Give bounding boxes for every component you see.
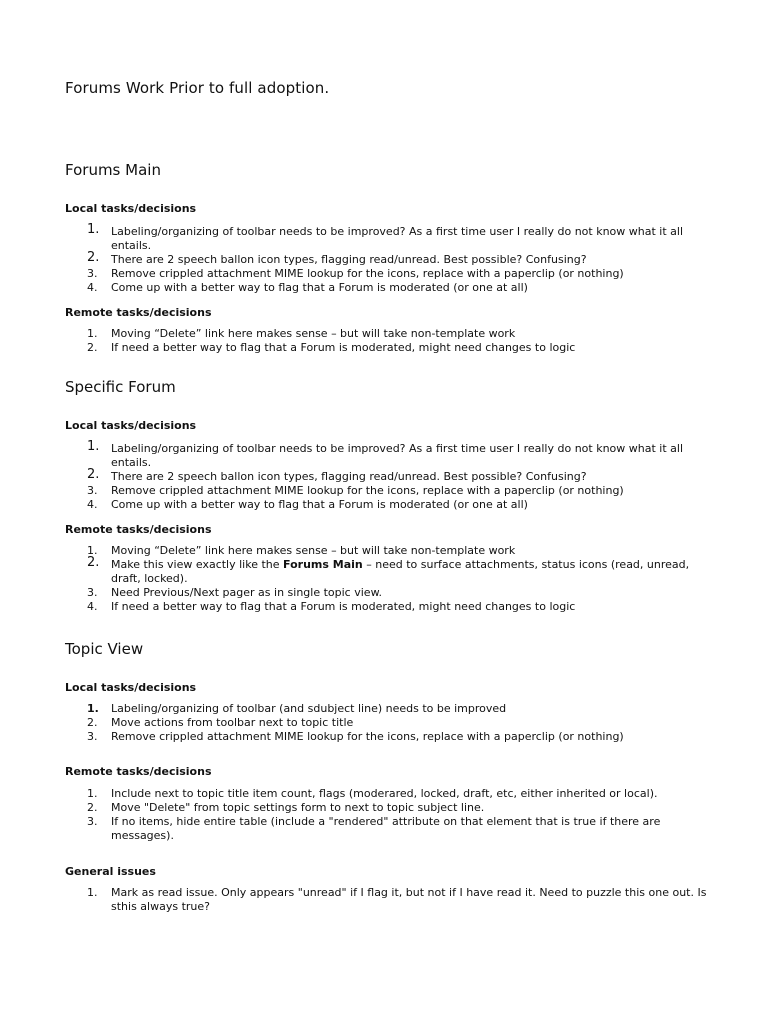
list-item: 2. Move actions from toolbar next to topic title (87, 716, 354, 729)
document-title: Forums Work Prior to full adoption. (65, 79, 330, 97)
list-item: 3. If no items, hide entire table (include a "rendered" attribute on that element that is true if there are messages). (87, 815, 661, 842)
list-item: 3. Remove crippled attachment MIME lookup for the icons, replace with a paperclip (or nothing) (87, 484, 624, 497)
list-item: 2. There are 2 speech ballon icon types, flagging read/unread. Best possible? Confusing? (87, 467, 587, 483)
remote-tasks-heading: Remote tasks/decisions (65, 306, 212, 319)
list-item: 2. Move "Delete" from topic settings form to next to topic subject line. (87, 801, 485, 814)
remote-task-list (0, 544, 768, 614)
list-item: 4. If need a better way to flag that a Forum is moderated, might need changes to logic (87, 600, 576, 613)
list-item: 1. Moving “Delete” link here makes sense – but will take non-template work (87, 327, 516, 340)
list-item: 1. Moving “Delete” link here makes sense – but will take non-template work (87, 544, 516, 557)
remote-tasks-heading: Remote tasks/decisions (65, 523, 212, 536)
local-tasks-heading: Local tasks/decisions (65, 202, 197, 215)
remote-tasks-heading: Remote tasks/decisions (65, 765, 212, 778)
section-heading: Topic View (65, 640, 144, 658)
local-tasks-heading: Local tasks/decisions (65, 681, 197, 694)
list-item: 2. There are 2 speech ballon icon types, flagging read/unread. Best possible? Confusing? (87, 250, 587, 266)
remote-task-list (0, 327, 768, 355)
local-task-list (0, 439, 768, 512)
list-item: 1. Labeling/organizing of toolbar (and sdubject line) needs to be improved (87, 702, 507, 715)
section-heading: Forums Main (65, 161, 161, 179)
remote-task-list (0, 787, 768, 843)
list-item: 3. Remove crippled attachment MIME lookup for the icons, replace with a paperclip (or nothing) (87, 730, 624, 743)
general-issues-heading: General issues (65, 865, 156, 878)
section-heading: Specific Forum (65, 378, 176, 396)
list-item: 2. Make this view exactly like the Forums Main – need to surface attachments, status icons (read, unread, draft, locked). (87, 555, 690, 585)
list-item: 1. Include next to topic title item count, flags (moderared, locked, draft, etc, either inherited or local). (87, 787, 658, 800)
general-issues-list (0, 886, 768, 914)
list-item: 4. Come up with a better way to flag that a Forum is moderated (or one at all) (87, 281, 528, 294)
local-task-list (0, 702, 768, 744)
forums-main-emphasis: Forums Main (283, 558, 363, 571)
list-item: 3. Remove crippled attachment MIME lookup for the icons, replace with a paperclip (or nothing) (87, 267, 624, 280)
list-item: 2. If need a better way to flag that a Forum is moderated, might need changes to logic (87, 341, 576, 354)
local-tasks-heading: Local tasks/decisions (65, 419, 197, 432)
list-item: 4. Come up with a better way to flag that a Forum is moderated (or one at all) (87, 498, 528, 511)
list-item: 1. Labeling/organizing of toolbar needs to be improved? As a first time user I really do not know what it all entails. (87, 222, 684, 252)
list-item: 1. Labeling/organizing of toolbar needs to be improved? As a first time user I really do not know what it all entails. (87, 439, 684, 469)
list-item: 1. Mark as read issue. Only appears "unread" if I flag it, but not if I have read it. Need to puzzle this one out. Is sthis always true? (87, 886, 707, 913)
list-item: 3. Need Previous/Next pager as in single topic view. (87, 586, 383, 599)
local-task-list (0, 222, 768, 295)
